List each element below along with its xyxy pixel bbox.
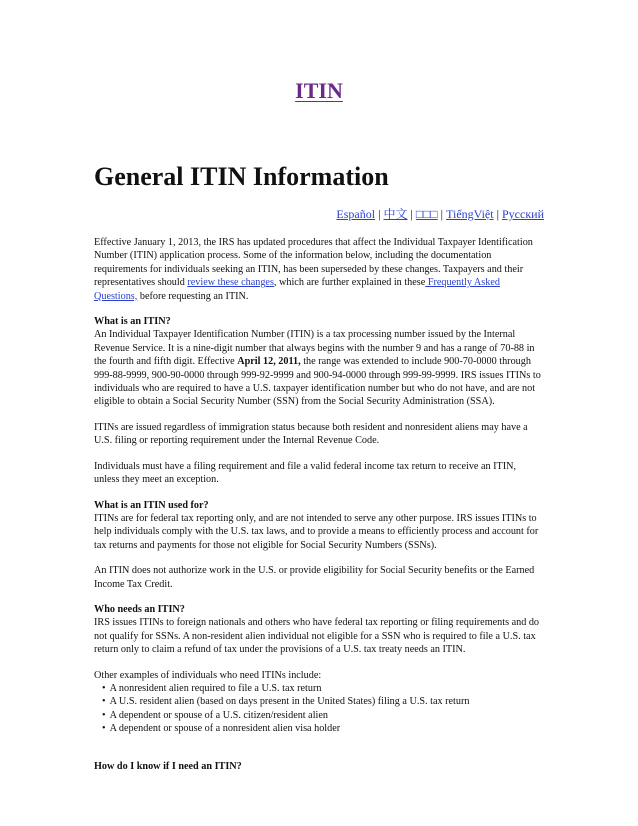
bullet-icon: •	[102, 696, 106, 708]
lang-separator: |	[496, 207, 499, 221]
examples-list	[94, 682, 544, 736]
main-heading: General ITIN Information	[94, 162, 389, 191]
section-question: How do I know if I need an ITIN?	[94, 760, 242, 772]
list-item: • A dependent or spouse of a U.S. citizen/resident alien	[102, 709, 328, 721]
list-item: • A U.S. resident alien (based on days present in the United States) filing a U.S. tax return	[102, 696, 470, 708]
section-question: What is an ITIN used for?	[94, 499, 209, 511]
lang-separator: |	[378, 207, 381, 221]
lang-separator: |	[440, 207, 444, 221]
bullet-icon: •	[102, 682, 106, 694]
who-needs-section: Who needs an ITIN? IRS issues ITINs to foreign nationals and others who have federal tax reporting or filing requirements and do not qualify for SSNs. A non-resident alien individual not eligible for a SSN who is required to file a U.S. tax return only to claim a refund of tax under the provisions of a U.S. tax treaty needs an ITIN.	[94, 603, 544, 657]
section-question: What is an ITIN?	[94, 316, 171, 328]
lang-link-chinese[interactable]: 中文	[383, 207, 408, 221]
used-for-section: What is an ITIN used for? ITINs are for federal tax reporting only, and are not intended to serve any other purpose. IRS issues ITINs to help individuals comply with the U.S. tax laws, and to provide a means to efficiently process and account for tax returns and payments for those not eligible for Social Security Numbers (SSNs).	[94, 499, 544, 553]
paragraph: Individuals must have a filing requirement and file a valid federal income tax return to receive an ITIN, unless they meet an exception.	[94, 460, 517, 486]
what-is-section: What is an ITIN? An Individual Taxpayer Identification Number (ITIN) is a tax processing number issued by the Internal Revenue Service. It is a nine-digit number that always begins with the number 9 and has a range of 70-88 in the fourth and fifth digit. Effective April 12, 2011, the range was extended to include 900-70-0000 through 999-88-9999, 900-90-0000 through 999-92-9999 and 900-94-0000 through 999-99-9999. IRS issues ITINs to individuals who are required to have a U.S. taxpayer identification number but who do not have, and are not eligible to obtain a Social Security Number (SSN) from the Social Security Administration (SSA).	[94, 315, 544, 409]
paragraph: ITINs are issued regardless of immigration status because both resident and nonresident aliens may have a U.S. filing or reporting requirement under the Internal Revenue Code.	[94, 421, 528, 447]
bullet-icon: •	[102, 709, 106, 721]
list-item: • A dependent or spouse of a nonresident alien visa holder	[102, 723, 341, 735]
page-title: ITIN	[295, 78, 343, 103]
intro-paragraph: Effective January 1, 2013, the IRS has updated procedures that affect the Individual Taxpayer Identification Number (ITIN) application process. Some of the information below, including the documentation requirements for individuals seeking an ITIN, has been superseded by these changes. Taxpayers and their representatives should review these changes, which are further explained in these Frequently Asked Questions, before requesting an ITIN.	[94, 237, 533, 302]
effective-date: April 12, 2011,	[237, 356, 301, 368]
lang-link-russian[interactable]: Русский	[502, 207, 544, 221]
list-item: • A nonresident alien required to file a U.S. tax return	[102, 682, 322, 694]
lang-link-vietnamese[interactable]: TiếngViệt	[446, 207, 494, 221]
lang-link-korean[interactable]: □□□	[415, 207, 438, 221]
paragraph: An ITIN does not authorize work in the U.S. or provide eligibility for Social Security benefits or the Earned Income Tax Credit.	[94, 565, 535, 590]
lang-separator: |	[410, 207, 413, 221]
list-intro: Other examples of individuals who need ITINs include:	[94, 669, 322, 681]
bullet-icon: •	[102, 723, 106, 735]
review-changes-link[interactable]: review these changes	[187, 277, 274, 289]
lang-link-spanish[interactable]: Español	[336, 207, 376, 221]
language-selector	[336, 205, 544, 222]
section-question: Who needs an ITIN?	[94, 603, 185, 615]
faq-link[interactable]: Frequently Asked Questions,	[94, 277, 500, 302]
article-body	[94, 236, 544, 773]
